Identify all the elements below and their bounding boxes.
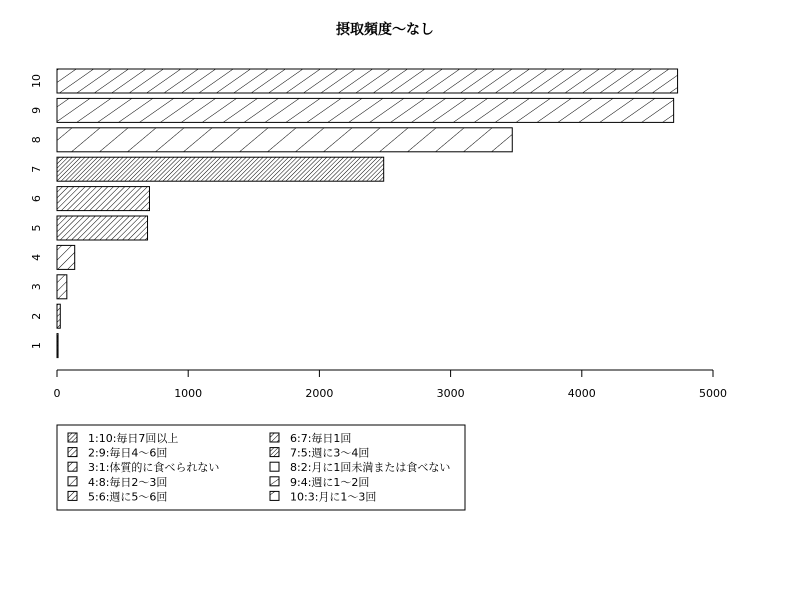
bars-layer: [57, 69, 678, 358]
legend-label-10: 10:3:月に1〜3回: [290, 490, 377, 504]
x-tick-label-0: 0: [53, 387, 61, 400]
y-tick-label-6: 6: [30, 195, 43, 203]
legend-label-1: 1:10:毎日7回以上: [88, 432, 179, 445]
x-tick-label-1000: 1000: [174, 387, 203, 400]
bar-4: [57, 245, 75, 269]
y-tick-label-2: 2: [30, 312, 43, 320]
y-tick-label-1: 1: [30, 342, 43, 350]
y-tick-label-3: 3: [30, 283, 43, 291]
bar-3: [57, 275, 67, 299]
legend-swatch-1: [68, 433, 77, 442]
x-tick-label-2000: 2000: [305, 387, 334, 400]
y-tick-label-9: 9: [30, 106, 43, 114]
legend-label-9: 9:4:週に1〜2回: [290, 475, 370, 489]
legend-swatch-7: [270, 448, 279, 457]
legend-swatch-6: [270, 433, 279, 442]
y-tick-label-8: 8: [30, 136, 43, 144]
bar-2: [57, 304, 60, 328]
bar-5: [57, 216, 148, 240]
legend-label-4: 4:8:毎日2〜3回: [88, 475, 168, 489]
y-tick-label-5: 5: [30, 224, 43, 232]
legend-label-3: 3:1:体質的に食べられない: [88, 461, 220, 475]
legend-swatch-3: [68, 462, 77, 471]
legend-label-7: 7:5:週に3〜4回: [290, 446, 370, 460]
y-axis: [30, 74, 43, 349]
legend: [57, 425, 465, 510]
x-axis: [54, 370, 728, 400]
legend-label-5: 5:6:週に5〜6回: [88, 490, 168, 504]
legend-label-6: 6:7:毎日1回: [290, 432, 352, 445]
bar-8: [57, 128, 512, 152]
x-tick-label-3000: 3000: [436, 387, 465, 400]
legend-label-8: 8:2:月に1回未満または食べない: [290, 461, 451, 475]
bar-1: [57, 334, 58, 358]
legend-swatch-9: [270, 477, 279, 486]
y-tick-label-10: 10: [30, 74, 43, 88]
legend-label-2: 2:9:毎日4〜6回: [88, 446, 168, 460]
legend-swatch-2: [68, 448, 77, 457]
legend-swatch-8: [270, 462, 279, 471]
y-tick-label-7: 7: [30, 165, 43, 173]
bar-10: [57, 69, 678, 93]
chart-title: 摂取頻度〜なし: [336, 22, 434, 38]
x-tick-label-5000: 5000: [699, 387, 727, 400]
bar-9: [57, 98, 674, 122]
x-tick-label-4000: 4000: [567, 387, 596, 400]
bar-7: [57, 157, 384, 181]
bar-6: [57, 187, 149, 211]
legend-swatch-5: [68, 491, 77, 500]
y-tick-label-4: 4: [30, 253, 43, 261]
legend-swatch-4: [68, 477, 77, 486]
legend-swatch-10: [270, 491, 279, 500]
